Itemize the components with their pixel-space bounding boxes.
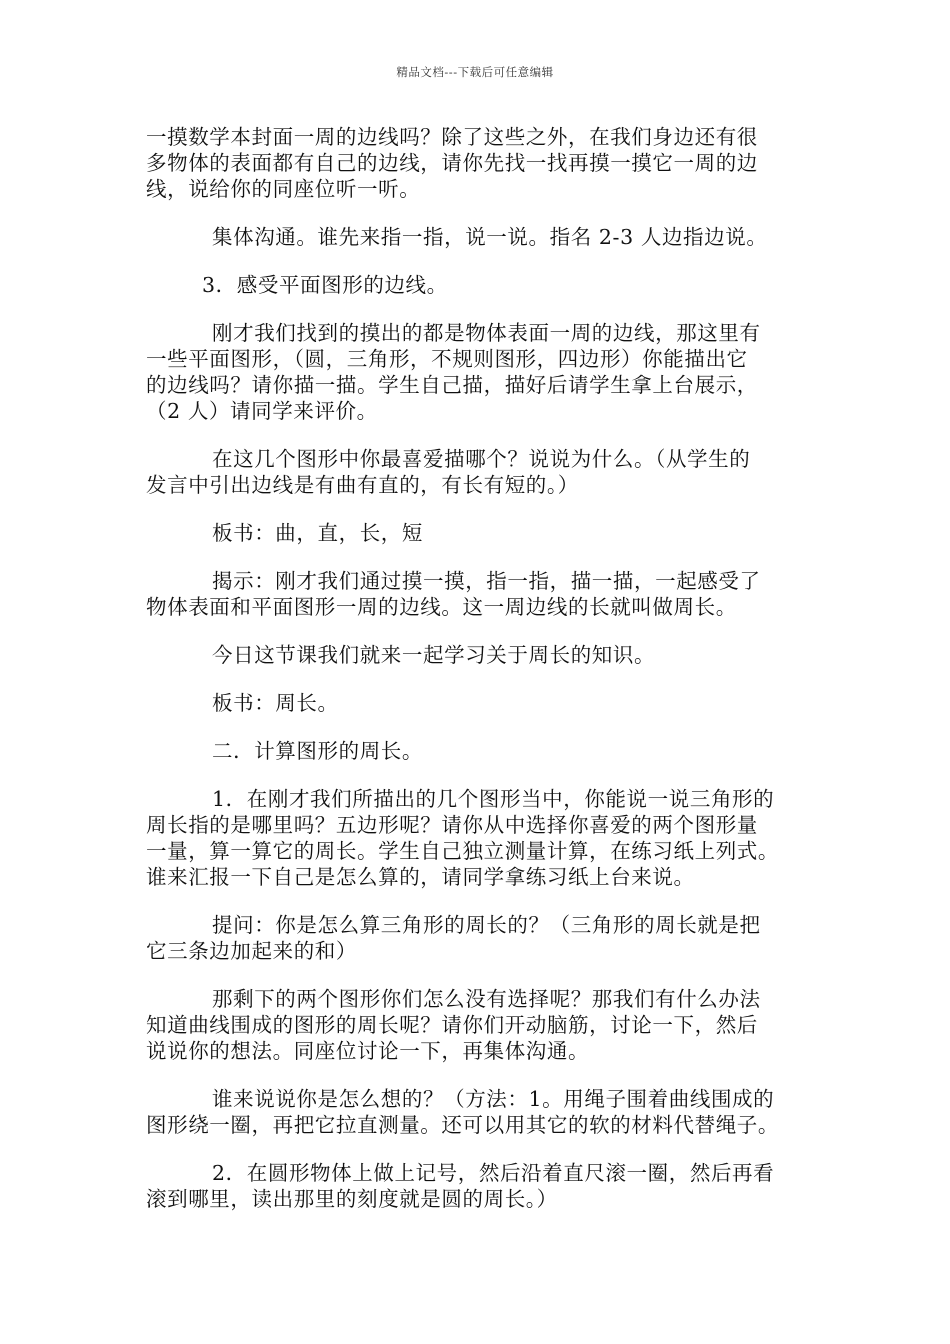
text-line: 说说你的想法。同座位讨论一下，再集体沟通。 — [146, 1039, 590, 1063]
text-line: 3．感受平面图形的边线。 — [202, 273, 448, 297]
paragraph-12 — [146, 912, 811, 964]
text-line: 1．在刚才我们所描出的几个图形当中，你能说一说三角形的 — [212, 787, 775, 811]
text-line: （2 人）请同学来评价。 — [146, 399, 378, 423]
text-line: 那剩下的两个图形你们怎么没有选择呢？那我们有什么办法 — [212, 987, 761, 1011]
paragraph-8 — [146, 642, 811, 668]
text-line: 谁来汇报一下自己是怎么算的，请同学拿练习纸上台来说。 — [146, 865, 695, 889]
paragraph-14 — [146, 1086, 811, 1138]
paragraph-13 — [146, 986, 811, 1064]
text-line: 刚才我们找到的摸出的都是物体表面一周的边线，那这里有 — [212, 321, 761, 345]
text-line: 一些平面图形，（圆，三角形，不规则图形，四边形）你能描出它 — [146, 347, 748, 371]
paragraph-15 — [146, 1160, 811, 1212]
paragraph-5 — [146, 446, 811, 498]
text-line: 它三条边加起来的和） — [146, 939, 357, 963]
paragraph-1 — [146, 124, 811, 202]
text-line: 多物体的表面都有自己的边线，请你先找一找再摸一摸它一周的边 — [146, 151, 758, 175]
text-line: 2．在圆形物体上做上记号，然后沿着直尺滚一圈，然后再看 — [212, 1161, 775, 1185]
document-body — [146, 124, 811, 1234]
text-line: 板书：周长。 — [212, 691, 339, 715]
text-line: 提问：你是怎么算三角形的周长的？（三角形的周长就是把 — [212, 913, 761, 937]
paragraph-10-heading — [146, 738, 811, 764]
paragraph-7 — [146, 568, 811, 620]
text-line: 周长指的是哪里吗？五边形呢？请你从中选择你喜爱的两个图形量 — [146, 813, 758, 837]
paragraph-6-board — [146, 520, 811, 546]
text-line: 线，说给你的同座位听一听。 — [146, 177, 421, 201]
page-header: 精品文档---下载后可任意编辑 — [396, 65, 554, 79]
text-line: 滚到哪里，读出那里的刻度就是圆的周长。） — [146, 1187, 558, 1211]
text-line: 二．计算图形的周长。 — [212, 739, 423, 763]
text-line: 图形绕一圈，再把它拉直测量。还可以用其它的软的材料代替绳子。 — [146, 1113, 779, 1137]
paragraph-11 — [146, 786, 811, 890]
text-line: 知道曲线围成的图形的周长呢？请你们开动脑筋，讨论一下，然后 — [146, 1013, 758, 1037]
text-line: 发言中引出边线是有曲有直的，有长有短的。） — [146, 473, 579, 497]
text-line: 一量，算一算它的周长。学生自己独立测量计算，在练习纸上列式。 — [146, 839, 779, 863]
paragraph-3-heading — [146, 272, 811, 298]
text-line: 集体沟通。谁先来指一指，说一说。指名 2-3 人边指边说。 — [212, 225, 768, 249]
text-line: 板书：曲，直，长，短 — [212, 521, 423, 545]
text-line: 一摸数学本封面一周的边线吗？除了这些之外，在我们身边还有很 — [146, 125, 758, 149]
text-line: 在这几个图形中你最喜爱描哪个？说说为什么。（从学生的 — [212, 447, 751, 471]
paragraph-2 — [146, 224, 811, 250]
text-line: 谁来说说你是怎么想的？（方法：1。用绳子围着曲线围成的 — [212, 1087, 775, 1111]
paragraph-9-board — [146, 690, 811, 716]
text-line: 今日这节课我们就来一起学习关于周长的知识。 — [212, 643, 656, 667]
paragraph-4 — [146, 320, 811, 424]
text-line: 的边线吗？请你描一描。学生自己描，描好后请学生拿上台展示， — [146, 373, 758, 397]
text-line: 揭示：刚才我们通过摸一摸，指一指，描一描，一起感受了 — [212, 569, 761, 593]
text-line: 物体表面和平面图形一周的边线。这一周边线的长就叫做周长。 — [146, 595, 737, 619]
